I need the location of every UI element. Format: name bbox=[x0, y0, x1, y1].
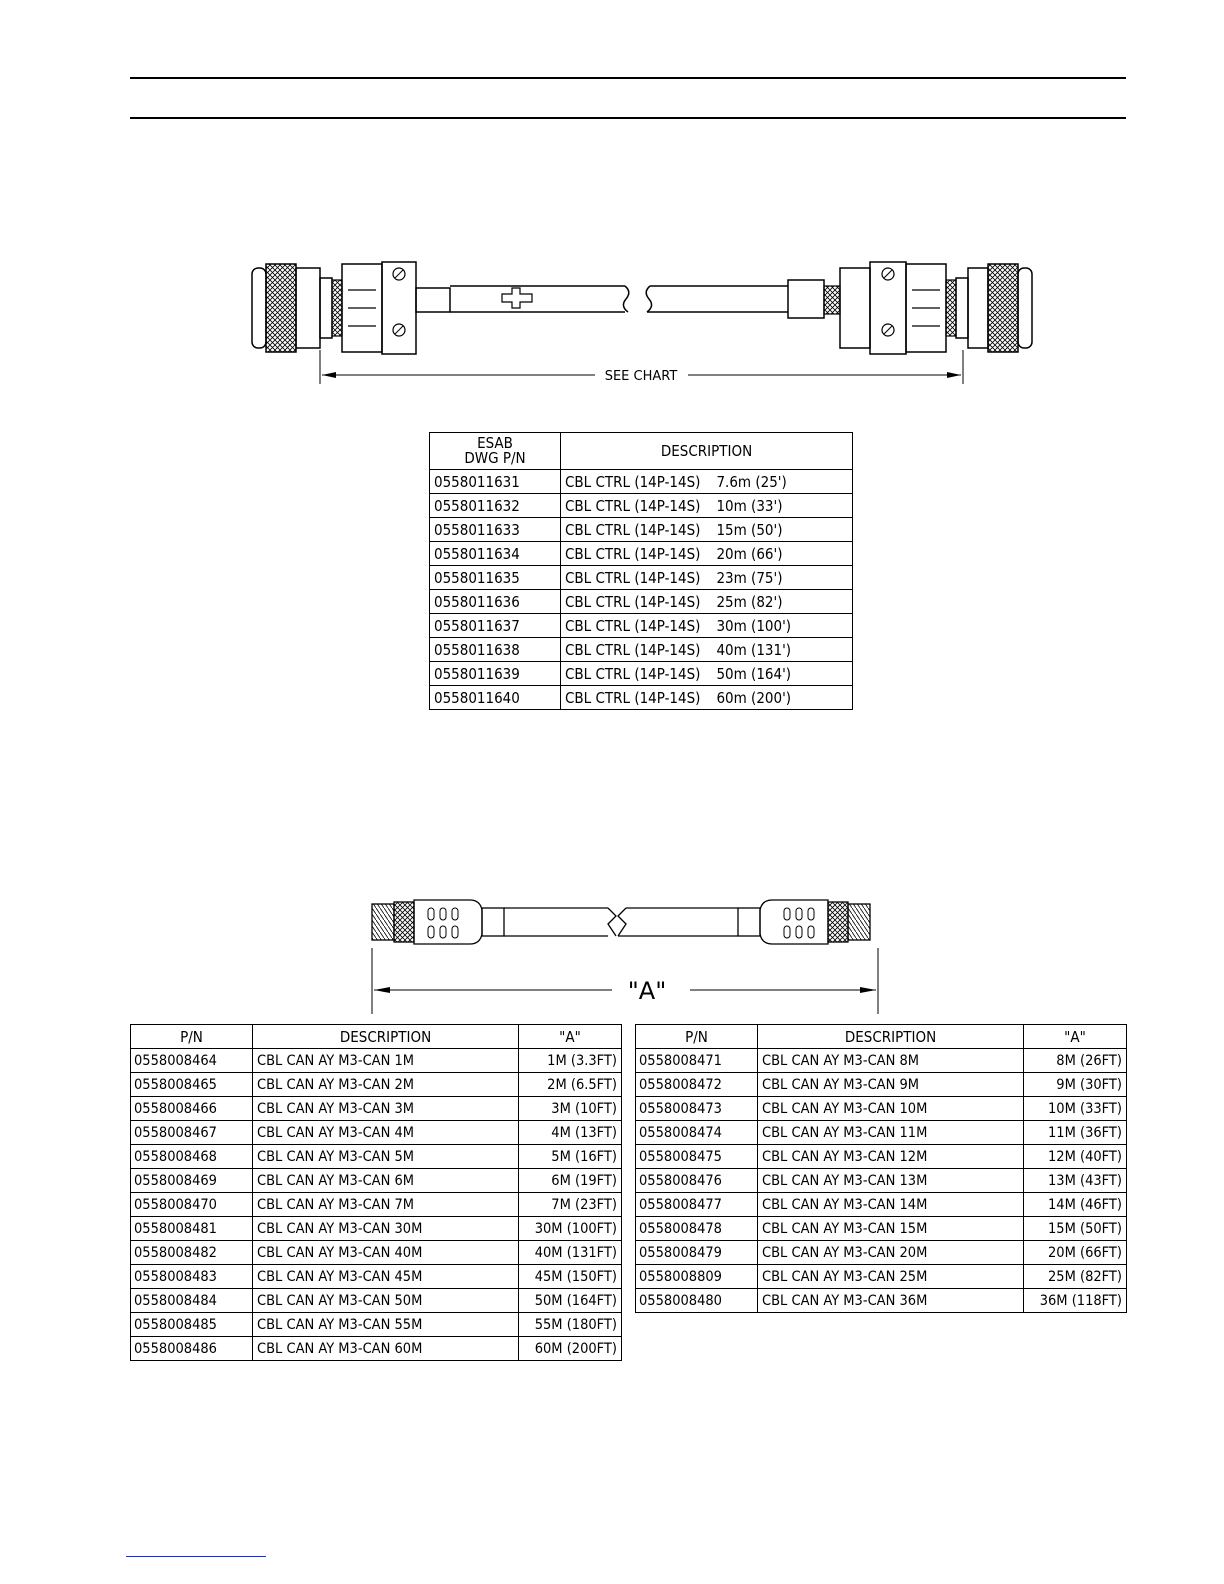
description-text: CBL CTRL (14P-14S) bbox=[565, 544, 701, 563]
table-row bbox=[430, 638, 853, 662]
table-row bbox=[131, 1313, 622, 1337]
table-row bbox=[131, 1289, 622, 1313]
pn-header: P/N bbox=[131, 1025, 253, 1049]
table-row bbox=[131, 1265, 622, 1289]
part-number-cell: 0558011633 bbox=[430, 518, 561, 542]
left-circular-connector bbox=[252, 262, 450, 354]
part-number-cell: 0558011635 bbox=[430, 566, 561, 590]
description-cell: CBL CAN AY M3-CAN 2M bbox=[253, 1073, 519, 1097]
table-row bbox=[430, 662, 853, 686]
table-row bbox=[131, 1097, 622, 1121]
table-row bbox=[430, 566, 853, 590]
part-number-cell: 0558008467 bbox=[131, 1121, 253, 1145]
length-cell: 8M (26FT) bbox=[1024, 1049, 1127, 1073]
description-cell: CBL CAN AY M3-CAN 20M bbox=[758, 1241, 1024, 1265]
table-row bbox=[131, 1193, 622, 1217]
part-number-cell: 0558011638 bbox=[430, 638, 561, 662]
table-row bbox=[636, 1073, 1127, 1097]
table-row bbox=[430, 590, 853, 614]
table-row bbox=[430, 614, 853, 638]
description-text: CBL CTRL (14P-14S) bbox=[565, 664, 701, 683]
control-cable-drawing bbox=[240, 250, 1040, 390]
part-number-cell: 0558008470 bbox=[131, 1193, 253, 1217]
table-row bbox=[636, 1169, 1127, 1193]
description-cell bbox=[561, 470, 853, 494]
table-row bbox=[131, 1049, 622, 1073]
part-number-cell: 0558011636 bbox=[430, 590, 561, 614]
table-row bbox=[430, 494, 853, 518]
description-cell: CBL CAN AY M3-CAN 13M bbox=[758, 1169, 1024, 1193]
table-row bbox=[131, 1169, 622, 1193]
part-number-cell: 0558011637 bbox=[430, 614, 561, 638]
header-rule-bottom bbox=[130, 117, 1126, 119]
description-cell: CBL CAN AY M3-CAN 5M bbox=[253, 1145, 519, 1169]
description-cell: CBL CAN AY M3-CAN 8M bbox=[758, 1049, 1024, 1073]
control-cable-table bbox=[429, 432, 853, 710]
part-number-cell: 0558008485 bbox=[131, 1313, 253, 1337]
table-row bbox=[430, 518, 853, 542]
length-cell: 30M (100FT) bbox=[519, 1217, 622, 1241]
length-cell: 15M (50FT) bbox=[1024, 1217, 1127, 1241]
part-number-cell: 0558008481 bbox=[131, 1217, 253, 1241]
description-cell: CBL CAN AY M3-CAN 25M bbox=[758, 1265, 1024, 1289]
part-number-cell: 0558011639 bbox=[430, 662, 561, 686]
length-text: 23m (75') bbox=[716, 568, 783, 587]
part-number-cell: 0558008471 bbox=[636, 1049, 758, 1073]
length-cell: 10M (33FT) bbox=[1024, 1097, 1127, 1121]
length-cell: 25M (82FT) bbox=[1024, 1265, 1127, 1289]
description-cell bbox=[561, 494, 853, 518]
description-cell: CBL CAN AY M3-CAN 15M bbox=[758, 1217, 1024, 1241]
description-text: CBL CTRL (14P-14S) bbox=[565, 592, 701, 611]
pn-header: P/N bbox=[636, 1025, 758, 1049]
length-cell: 55M (180FT) bbox=[519, 1313, 622, 1337]
dimension-a-label: "A" bbox=[627, 977, 667, 1005]
right-m12-connector bbox=[738, 900, 870, 944]
table-row bbox=[131, 1145, 622, 1169]
part-number-cell: 0558008483 bbox=[131, 1265, 253, 1289]
part-number-cell: 0558008809 bbox=[636, 1265, 758, 1289]
part-number-cell: 0558008466 bbox=[131, 1097, 253, 1121]
length-cell: 7M (23FT) bbox=[519, 1193, 622, 1217]
pn-header bbox=[430, 433, 561, 470]
table-row bbox=[636, 1097, 1127, 1121]
right-circular-connector bbox=[788, 262, 1032, 354]
table-row bbox=[430, 686, 853, 710]
length-cell: 9M (30FT) bbox=[1024, 1073, 1127, 1097]
length-text: 40m (131') bbox=[716, 640, 792, 659]
description-cell bbox=[561, 614, 853, 638]
length-cell: 60M (200FT) bbox=[519, 1337, 622, 1361]
part-number-cell: 0558008473 bbox=[636, 1097, 758, 1121]
description-text: CBL CTRL (14P-14S) bbox=[565, 640, 701, 659]
description-text: CBL CTRL (14P-14S) bbox=[565, 688, 701, 707]
description-cell: CBL CAN AY M3-CAN 40M bbox=[253, 1241, 519, 1265]
description-cell: CBL CAN AY M3-CAN 9M bbox=[758, 1073, 1024, 1097]
table-row bbox=[430, 470, 853, 494]
part-number-cell: 0558008465 bbox=[131, 1073, 253, 1097]
description-cell bbox=[561, 590, 853, 614]
table-row bbox=[430, 542, 853, 566]
table-row bbox=[131, 1217, 622, 1241]
description-text: CBL CTRL (14P-14S) bbox=[565, 496, 701, 515]
description-cell: CBL CAN AY M3-CAN 1M bbox=[253, 1049, 519, 1073]
description-cell bbox=[561, 518, 853, 542]
length-text: 15m (50') bbox=[716, 520, 783, 539]
length-text: 50m (164') bbox=[716, 664, 792, 683]
table-row bbox=[131, 1337, 622, 1361]
table-row bbox=[131, 1121, 622, 1145]
a-header: "A" bbox=[519, 1025, 622, 1049]
description-cell: CBL CAN AY M3-CAN 6M bbox=[253, 1169, 519, 1193]
length-cell: 45M (150FT) bbox=[519, 1265, 622, 1289]
length-cell: 4M (13FT) bbox=[519, 1121, 622, 1145]
length-cell: 14M (46FT) bbox=[1024, 1193, 1127, 1217]
description-text: CBL CTRL (14P-14S) bbox=[565, 568, 701, 587]
length-cell: 36M (118FT) bbox=[1024, 1289, 1127, 1313]
part-number-cell: 0558011640 bbox=[430, 686, 561, 710]
description-cell: CBL CAN AY M3-CAN 10M bbox=[758, 1097, 1024, 1121]
part-number-cell: 0558008486 bbox=[131, 1337, 253, 1361]
length-cell: 40M (131FT) bbox=[519, 1241, 622, 1265]
part-number-cell: 0558008469 bbox=[131, 1169, 253, 1193]
description-cell: CBL CAN AY M3-CAN 11M bbox=[758, 1121, 1024, 1145]
table-row bbox=[636, 1217, 1127, 1241]
description-cell: CBL CAN AY M3-CAN 50M bbox=[253, 1289, 519, 1313]
length-text: 10m (33') bbox=[716, 496, 783, 515]
part-number-cell: 0558011632 bbox=[430, 494, 561, 518]
header-rule-top bbox=[130, 77, 1126, 79]
part-number-cell: 0558008484 bbox=[131, 1289, 253, 1313]
length-text: 7.6m (25') bbox=[716, 472, 787, 491]
description-text: CBL CTRL (14P-14S) bbox=[565, 472, 701, 491]
can-cable-table-right bbox=[635, 1024, 1127, 1313]
description-cell: CBL CAN AY M3-CAN 55M bbox=[253, 1313, 519, 1337]
length-cell: 6M (19FT) bbox=[519, 1169, 622, 1193]
can-cable-table-left bbox=[130, 1024, 622, 1361]
a-header: "A" bbox=[1024, 1025, 1127, 1049]
description-text: CBL CTRL (14P-14S) bbox=[565, 520, 701, 539]
part-number-cell: 0558008474 bbox=[636, 1121, 758, 1145]
table-row bbox=[636, 1193, 1127, 1217]
description-cell: CBL CAN AY M3-CAN 14M bbox=[758, 1193, 1024, 1217]
table-row bbox=[636, 1145, 1127, 1169]
length-cell: 1M (3.3FT) bbox=[519, 1049, 622, 1073]
part-number-cell: 0558008476 bbox=[636, 1169, 758, 1193]
see-chart-label: SEE CHART bbox=[604, 369, 678, 384]
description-cell bbox=[561, 542, 853, 566]
description-header: DESCRIPTION bbox=[561, 433, 853, 470]
length-cell: 11M (36FT) bbox=[1024, 1121, 1127, 1145]
part-number-cell: 0558008482 bbox=[131, 1241, 253, 1265]
part-number-cell: 0558008478 bbox=[636, 1217, 758, 1241]
length-cell: 13M (43FT) bbox=[1024, 1169, 1127, 1193]
left-m12-connector bbox=[372, 900, 504, 944]
description-cell: CBL CAN AY M3-CAN 12M bbox=[758, 1145, 1024, 1169]
part-number-cell: 0558008475 bbox=[636, 1145, 758, 1169]
part-number-cell: 0558008480 bbox=[636, 1289, 758, 1313]
part-number-cell: 0558008464 bbox=[131, 1049, 253, 1073]
description-text: CBL CTRL (14P-14S) bbox=[565, 616, 701, 635]
table-row bbox=[636, 1289, 1127, 1313]
description-cell: CBL CAN AY M3-CAN 30M bbox=[253, 1217, 519, 1241]
part-number-cell: 0558008472 bbox=[636, 1073, 758, 1097]
can-cable-drawing bbox=[360, 890, 890, 1020]
part-number-cell: 0558008468 bbox=[131, 1145, 253, 1169]
description-cell bbox=[561, 566, 853, 590]
table-row bbox=[636, 1265, 1127, 1289]
table-row bbox=[636, 1049, 1127, 1073]
length-cell: 2M (6.5FT) bbox=[519, 1073, 622, 1097]
table-row bbox=[636, 1241, 1127, 1265]
pn-header-line2: DWG P/N bbox=[464, 449, 526, 467]
table-row bbox=[131, 1241, 622, 1265]
length-cell: 12M (40FT) bbox=[1024, 1145, 1127, 1169]
length-cell: 5M (16FT) bbox=[519, 1145, 622, 1169]
part-number-cell: 0558011631 bbox=[430, 470, 561, 494]
pn-header-line1: ESAB bbox=[477, 434, 513, 452]
description-header: DESCRIPTION bbox=[253, 1025, 519, 1049]
length-text: 60m (200') bbox=[716, 688, 792, 707]
part-number-cell: 0558011634 bbox=[430, 542, 561, 566]
table-row bbox=[636, 1121, 1127, 1145]
description-cell: CBL CAN AY M3-CAN 3M bbox=[253, 1097, 519, 1121]
description-cell bbox=[561, 662, 853, 686]
description-header: DESCRIPTION bbox=[758, 1025, 1024, 1049]
part-number-cell: 0558008479 bbox=[636, 1241, 758, 1265]
length-text: 30m (100') bbox=[716, 616, 792, 635]
length-cell: 3M (10FT) bbox=[519, 1097, 622, 1121]
description-cell bbox=[561, 686, 853, 710]
description-cell: CBL CAN AY M3-CAN 36M bbox=[758, 1289, 1024, 1313]
footer-link-underline bbox=[126, 1556, 266, 1557]
length-text: 20m (66') bbox=[716, 544, 783, 563]
description-cell: CBL CAN AY M3-CAN 7M bbox=[253, 1193, 519, 1217]
description-cell: CBL CAN AY M3-CAN 45M bbox=[253, 1265, 519, 1289]
description-cell bbox=[561, 638, 853, 662]
length-cell: 20M (66FT) bbox=[1024, 1241, 1127, 1265]
table-row bbox=[131, 1073, 622, 1097]
length-text: 25m (82') bbox=[716, 592, 783, 611]
length-cell: 50M (164FT) bbox=[519, 1289, 622, 1313]
description-cell: CBL CAN AY M3-CAN 60M bbox=[253, 1337, 519, 1361]
description-cell: CBL CAN AY M3-CAN 4M bbox=[253, 1121, 519, 1145]
part-number-cell: 0558008477 bbox=[636, 1193, 758, 1217]
